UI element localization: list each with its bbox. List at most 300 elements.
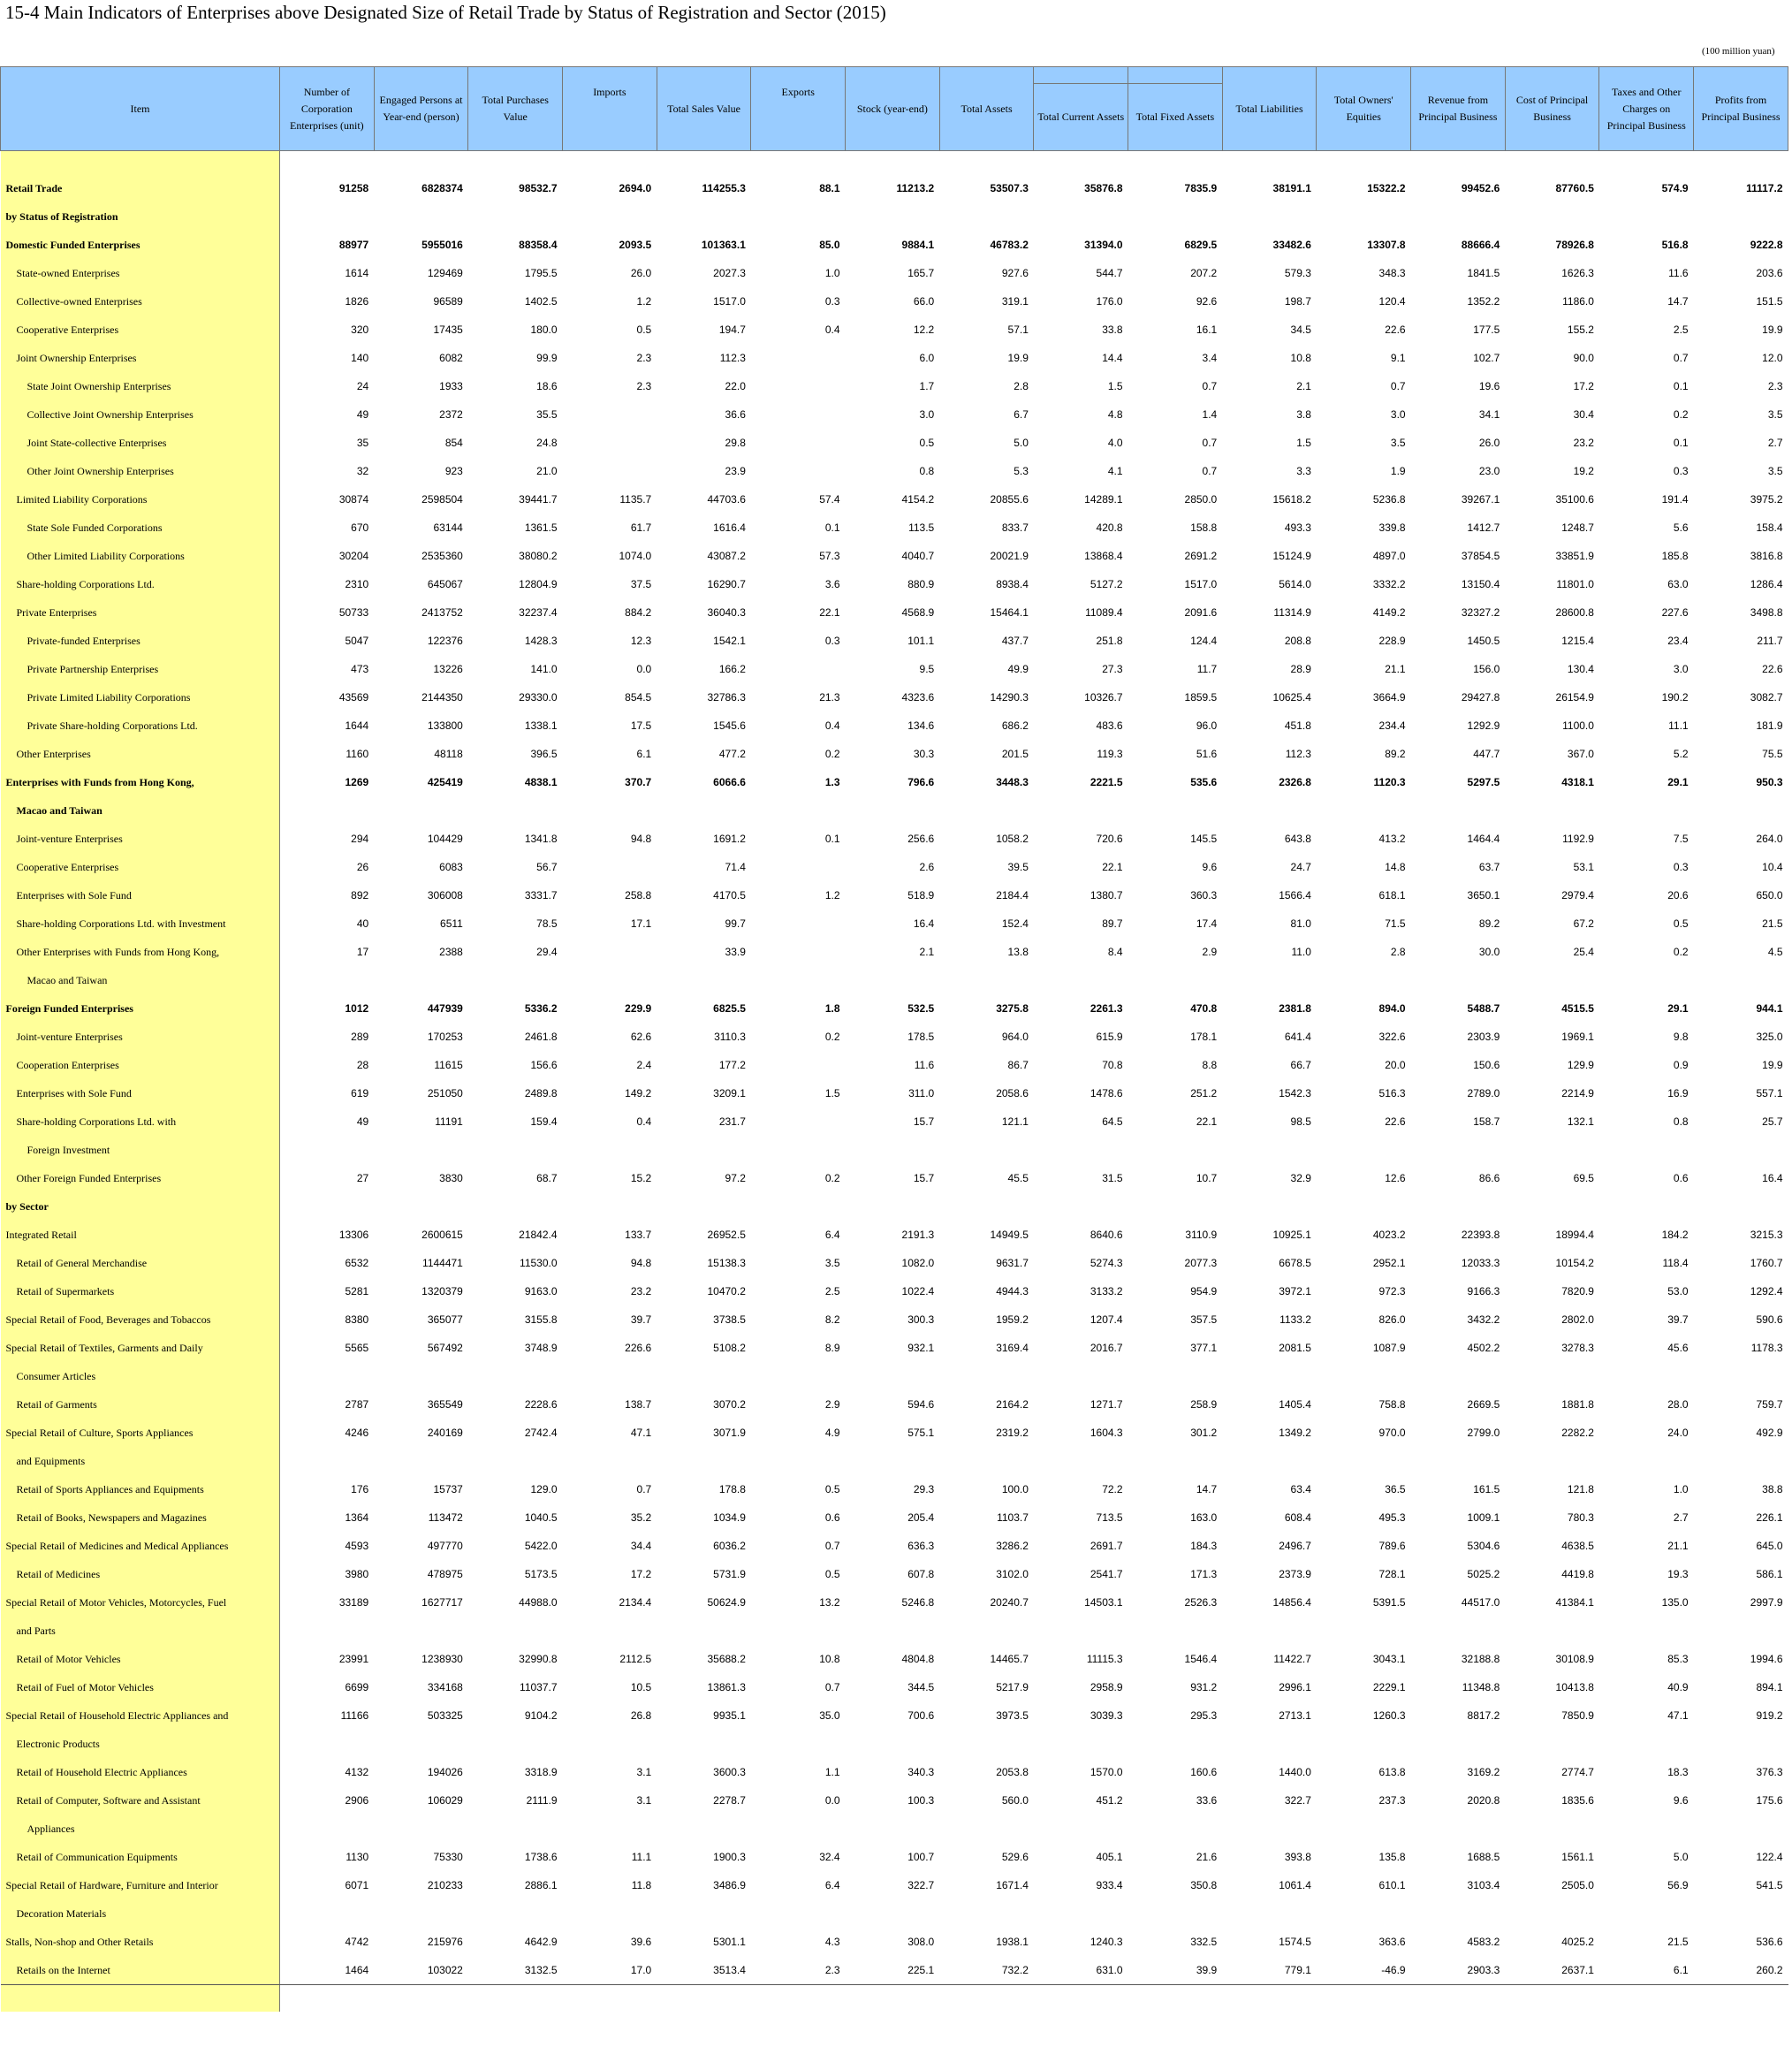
table-cell: 4944.3	[996, 1285, 1029, 1297]
table-cell: 5391.5	[1372, 1596, 1406, 1609]
table-cell: 3169.4	[996, 1342, 1029, 1354]
table-cell: 17	[356, 946, 369, 958]
table-cell: 28	[356, 1059, 369, 1071]
table-cell: 0.7	[1202, 380, 1218, 392]
table-cell: 0.4	[636, 1115, 652, 1128]
table-cell: 33.6	[1196, 1794, 1218, 1807]
row-label: Special Retail of Motor Vehicles, Motorcycles, Fuel	[1, 1588, 280, 1617]
table-cell: 10.4	[1762, 861, 1783, 873]
table-cell: 9.1	[1390, 352, 1406, 364]
table-cell: 35.0	[819, 1709, 840, 1722]
table-cell: 57.4	[819, 493, 840, 506]
spacer-cell	[1, 1985, 280, 2013]
table-cell	[563, 1617, 657, 1645]
table-cell	[846, 966, 940, 994]
table-cell: 14465.7	[990, 1653, 1029, 1665]
table-cell: 21.3	[819, 691, 840, 704]
table-cell: 5614.0	[1279, 578, 1311, 590]
table-cell: 376.3	[1756, 1766, 1783, 1778]
table-cell: 311.0	[908, 1087, 935, 1100]
table-cell: 1100.0	[1562, 719, 1594, 732]
table-cell: 5274.3	[1090, 1257, 1123, 1269]
table-cell: 2221.5	[1090, 776, 1123, 788]
table-cell	[846, 1617, 940, 1645]
table-cell: 16.4	[1762, 1172, 1783, 1184]
table-cell: 33482.6	[1272, 239, 1311, 251]
table-row	[1, 542, 1788, 570]
table-cell	[1317, 1617, 1411, 1645]
table-cell: 1994.6	[1750, 1653, 1783, 1665]
table-cell: 796.6	[907, 776, 935, 788]
row-label: Collective Joint Ownership Enterprises	[1, 400, 280, 429]
table-cell: 2906	[345, 1794, 369, 1807]
table-cell: 163.0	[1190, 1511, 1218, 1524]
row-label: State Joint Ownership Enterprises	[1, 372, 280, 400]
table-cell: 210233	[427, 1879, 463, 1891]
table-cell	[1505, 202, 1599, 231]
table-cell: 4583.2	[1467, 1936, 1500, 1948]
table-cell: 17.0	[563, 1956, 657, 1985]
table-cell: 5.0	[1014, 437, 1029, 449]
table-cell: 3043.1	[1372, 1653, 1406, 1665]
row-label: Retail Trade	[1, 174, 280, 202]
row-label: State-owned Enterprises	[1, 259, 280, 287]
table-cell: 184.3	[1190, 1540, 1218, 1552]
table-cell	[1222, 1899, 1317, 1928]
table-cell: 2691.2	[1184, 550, 1218, 562]
table-cell: 18994.4	[1555, 1229, 1594, 1241]
row-label: Enterprises with Sole Fund	[1, 1079, 280, 1107]
table-cell	[1222, 202, 1317, 231]
table-cell: 78.5	[536, 917, 558, 930]
table-cell: 1402.5	[524, 295, 558, 308]
table-cell: 9.6	[1673, 1794, 1689, 1807]
table-cell: 363.6	[1378, 1936, 1406, 1948]
table-cell: 4419.8	[1561, 1568, 1594, 1580]
table-cell: 1626.3	[1561, 267, 1594, 279]
table-row	[1, 372, 1788, 400]
table-cell	[1505, 796, 1599, 825]
table-cell: 954.9	[1190, 1285, 1218, 1297]
table-row	[1, 1617, 1788, 1645]
table-cell: 112.3	[1285, 748, 1311, 760]
table-cell: 44517.0	[1461, 1596, 1500, 1609]
table-cell	[657, 202, 751, 231]
table-cell: 33.8	[1102, 323, 1123, 336]
table-cell: 13.2	[819, 1596, 840, 1609]
row-label: Enterprises with Sole Fund	[1, 881, 280, 909]
table-cell	[1222, 1192, 1317, 1221]
table-cell: 151.5	[1756, 295, 1783, 308]
table-cell	[374, 1815, 468, 1843]
table-cell: 160.6	[1190, 1766, 1218, 1778]
table-row	[1, 231, 1788, 259]
table-cell: 2184.4	[996, 889, 1029, 902]
table-cell: 19.9	[1762, 1059, 1783, 1071]
table-cell: 536.6	[1756, 1936, 1783, 1948]
table-cell: 88977	[338, 239, 369, 251]
table-cell: 0.7	[824, 1540, 840, 1552]
table-cell: 0.3	[1673, 861, 1689, 873]
table-cell: 2214.9	[1561, 1087, 1594, 1100]
table-cell: 1738.6	[524, 1851, 558, 1863]
table-cell: 258.9	[1190, 1398, 1218, 1411]
table-cell: 12033.3	[1461, 1257, 1500, 1269]
table-cell	[563, 400, 657, 429]
table-cell: 0.1	[1673, 380, 1689, 392]
table-cell: 24	[356, 380, 369, 392]
table-cell: 22.0	[725, 380, 746, 392]
table-cell: 2461.8	[524, 1031, 558, 1043]
table-cell: 26154.9	[1555, 691, 1594, 704]
table-cell: 619	[351, 1087, 369, 1100]
table-cell: 2016.7	[1090, 1342, 1123, 1354]
table-row	[1, 1786, 1788, 1815]
table-cell: 6083	[439, 861, 463, 873]
table-cell: 4132	[345, 1766, 369, 1778]
table-row	[1, 1899, 1788, 1928]
table-cell: 40.9	[1667, 1681, 1689, 1693]
table-cell: 6066.6	[713, 776, 746, 788]
table-cell	[1128, 1192, 1223, 1221]
table-cell: 53507.3	[990, 182, 1029, 194]
table-cell: 1627717	[421, 1596, 463, 1609]
table-cell: 15618.2	[1272, 493, 1311, 506]
table-cell: 483.6	[1096, 719, 1123, 732]
table-cell: 1542.1	[713, 635, 746, 647]
table-cell: 29.8	[725, 437, 746, 449]
table-cell	[563, 1899, 657, 1928]
table-cell: 134.6	[907, 719, 935, 732]
table-cell: 102.7	[1473, 352, 1500, 364]
table-cell: 99.7	[725, 917, 746, 930]
table-cell: 56.7	[536, 861, 558, 873]
table-cell: 99452.6	[1461, 182, 1500, 194]
table-cell: 8.2	[824, 1313, 840, 1326]
table-cell: 2372	[439, 408, 463, 421]
table-cell: 23.2	[630, 1285, 652, 1297]
table-cell: 3664.9	[1372, 691, 1406, 704]
table-cell: 437.7	[1001, 635, 1029, 647]
table-cell	[280, 1447, 375, 1475]
table-row	[1, 1645, 1788, 1673]
table-cell	[563, 966, 657, 994]
table-cell: 31.5	[1102, 1172, 1123, 1184]
table-cell: 34.1	[1478, 408, 1500, 421]
table-row	[1, 1447, 1788, 1475]
table-cell: 2091.6	[1184, 606, 1218, 619]
header-cost: Cost of Principal Business	[1505, 67, 1599, 151]
table-cell: 535.6	[1190, 776, 1218, 788]
table-cell	[374, 1730, 468, 1758]
table-cell: 2774.7	[1561, 1766, 1594, 1778]
table-cell: 1341.8	[524, 833, 558, 845]
table-cell: 66.0	[913, 295, 935, 308]
table-row	[1, 1136, 1788, 1164]
table-cell: 27.3	[1102, 663, 1123, 675]
table-cell: 3103.4	[1467, 1879, 1500, 1891]
table-cell: 2600615	[421, 1229, 463, 1241]
table-cell	[1599, 1136, 1694, 1164]
table-cell: 64.5	[1102, 1115, 1123, 1128]
table-cell: 6829.5	[1184, 239, 1218, 251]
table-cell: 3.5	[1390, 437, 1406, 449]
table-cell: 258.8	[625, 889, 652, 902]
table-cell: 0.5	[824, 1568, 840, 1580]
table-cell: 86.6	[1478, 1172, 1500, 1184]
table-cell: 30.0	[1478, 946, 1500, 958]
table-cell: 10.5	[630, 1681, 652, 1693]
table-cell	[280, 202, 375, 231]
table-cell: 1178.3	[1750, 1342, 1783, 1354]
table-cell: 4502.2	[1467, 1342, 1500, 1354]
table-cell: 114255.3	[702, 182, 746, 194]
table-cell: 28600.8	[1555, 606, 1594, 619]
table-cell: 518.9	[907, 889, 935, 902]
row-label: Enterprises with Funds from Hong Kong,	[1, 768, 280, 796]
table-cell: 5336.2	[524, 1002, 558, 1015]
row-label: Special Retail of Hardware, Furniture and Interior	[1, 1871, 280, 1899]
table-cell: 4742	[345, 1936, 369, 1948]
table-cell: 3448.3	[996, 776, 1029, 788]
table-cell: 1058.2	[996, 833, 1029, 845]
table-cell: 113472	[428, 1511, 463, 1524]
table-cell: 492.9	[1756, 1427, 1783, 1439]
table-cell: 0.8	[919, 465, 935, 477]
table-cell: 5.3	[1014, 465, 1029, 477]
table-cell: 120.4	[1378, 295, 1406, 308]
table-cell: 2027.3	[713, 267, 746, 279]
table-cell: 339.8	[1378, 521, 1406, 534]
table-cell: 393.8	[1284, 1851, 1311, 1863]
table-cell: 944.1	[1756, 1002, 1783, 1015]
table-cell: 1.1	[824, 1766, 840, 1778]
table-cell: 4593	[345, 1540, 369, 1552]
table-cell: 17.5	[630, 719, 652, 732]
table-cell: 2278.7	[713, 1794, 746, 1807]
table-cell	[1222, 1815, 1317, 1843]
table-cell: 2.8	[1390, 946, 1406, 958]
table-cell: 854	[444, 437, 463, 449]
table-cell	[751, 1815, 846, 1843]
table-row	[1, 853, 1788, 881]
table-row	[1, 1164, 1788, 1192]
table-cell	[657, 1730, 751, 1758]
table-cell	[1222, 1617, 1317, 1645]
table-cell: 3.6	[824, 578, 840, 590]
table-cell: 579.3	[1284, 267, 1311, 279]
table-cell: 350.8	[1190, 1879, 1218, 1891]
table-cell: 1260.3	[1372, 1709, 1406, 1722]
table-cell: 2081.5	[1279, 1342, 1311, 1354]
table-cell: 46783.2	[990, 239, 1029, 251]
table-cell: 101.1	[907, 635, 935, 647]
table-row	[1, 1079, 1788, 1107]
table-cell: 1440.0	[1279, 1766, 1311, 1778]
table-cell: 1034.9	[713, 1511, 746, 1524]
row-label: Limited Liability Corporations	[1, 485, 280, 514]
table-cell: 365077	[427, 1313, 463, 1326]
table-cell: 96589	[433, 295, 463, 308]
table-cell	[751, 1730, 846, 1758]
table-cell: 14290.3	[990, 691, 1029, 704]
table-cell: 0.9	[1673, 1059, 1689, 1071]
header-stock: Stock (year-end)	[846, 67, 940, 151]
table-row	[1, 1956, 1788, 1985]
table-cell	[1694, 1136, 1788, 1164]
row-label: Private Enterprises	[1, 598, 280, 627]
table-cell	[468, 1617, 563, 1645]
row-label: and Equipments	[1, 1447, 280, 1475]
table-cell: 18.6	[536, 380, 558, 392]
table-cell	[1694, 1192, 1788, 1221]
table-cell: 5.2	[1673, 748, 1689, 760]
table-cell: 2373.9	[1279, 1568, 1311, 1580]
data-table-container	[0, 66, 1788, 2012]
table-cell: 2535360	[421, 550, 463, 562]
table-cell: 28.0	[1667, 1398, 1689, 1411]
row-label: Domestic Funded Enterprises	[1, 231, 280, 259]
table-cell: 14.7	[1196, 1483, 1218, 1495]
table-row	[1, 316, 1788, 344]
table-cell: 1795.5	[524, 267, 558, 279]
table-cell: 6.1	[636, 748, 652, 760]
table-cell: 826.0	[1378, 1313, 1406, 1326]
table-cell: 880.9	[907, 578, 935, 590]
table-cell: 17435	[433, 323, 463, 336]
table-cell: 833.7	[1001, 521, 1029, 534]
table-cell: 34.5	[1290, 323, 1311, 336]
table-cell: 16290.7	[707, 578, 746, 590]
table-cell: 4568.9	[901, 606, 935, 619]
table-cell: 29330.0	[519, 691, 558, 704]
row-label: Joint-venture Enterprises	[1, 825, 280, 853]
table-cell: 17.1	[630, 917, 652, 930]
table-cell	[563, 202, 657, 231]
table-cell: 56.9	[1667, 1879, 1689, 1891]
table-cell	[1034, 1899, 1128, 1928]
table-cell: 251.2	[1190, 1087, 1218, 1100]
table-cell: 2.5	[1673, 323, 1689, 336]
table-cell: 322.6	[1378, 1031, 1406, 1043]
table-cell: 4804.8	[901, 1653, 935, 1665]
table-cell: 50733	[338, 606, 369, 619]
table-row	[1, 1221, 1788, 1249]
table-cell: 1464	[280, 1956, 375, 1985]
table-cell: 1760.7	[1750, 1257, 1783, 1269]
table-cell: 12.3	[630, 635, 652, 647]
table-cell	[939, 202, 1034, 231]
table-cell: 3110.9	[1185, 1229, 1218, 1241]
table-cell: 574.9	[1661, 182, 1689, 194]
table-row	[1, 1475, 1788, 1503]
table-cell	[374, 1136, 468, 1164]
table-cell	[1128, 796, 1223, 825]
table-cell: 0.2	[1673, 946, 1689, 958]
table-cell: -46.9	[1317, 1956, 1411, 1985]
table-cell: 1561.1	[1561, 1851, 1594, 1863]
table-cell: 367.0	[1567, 748, 1594, 760]
table-cell: 8817.2	[1467, 1709, 1500, 1722]
table-cell: 178.5	[907, 1031, 935, 1043]
table-cell	[1411, 796, 1506, 825]
table-cell: 2526.3	[1184, 1596, 1218, 1609]
table-cell	[563, 853, 657, 881]
table-cell: 295.3	[1190, 1709, 1218, 1722]
table-cell	[1411, 1617, 1506, 1645]
table-cell: 8.4	[1107, 946, 1123, 958]
table-cell: 451.2	[1096, 1794, 1123, 1807]
table-cell: 22.6	[1762, 663, 1783, 675]
table-cell: 2886.1	[524, 1879, 558, 1891]
row-label: Macao and Taiwan	[1, 796, 280, 825]
table-cell	[1599, 1730, 1694, 1758]
table-cell: 191.4	[1661, 493, 1689, 506]
table-cell: 44703.6	[707, 493, 746, 506]
table-cell	[939, 1136, 1034, 1164]
row-label: Retail of Supermarkets	[1, 1277, 280, 1305]
table-cell: 29427.8	[1461, 691, 1500, 704]
table-cell: 29.1	[1667, 776, 1689, 788]
table-cell	[1317, 1447, 1411, 1475]
table-cell: 100.0	[1001, 1483, 1029, 1495]
table-cell: 2.3	[636, 352, 652, 364]
table-cell: 103022	[374, 1956, 468, 1985]
row-label: Retail of Medicines	[1, 1560, 280, 1588]
table-cell	[1128, 1730, 1223, 1758]
table-cell	[751, 1899, 846, 1928]
table-cell: 30204	[338, 550, 369, 562]
table-cell: 36040.3	[707, 606, 746, 619]
table-cell: 0.1	[1673, 437, 1689, 449]
table-cell: 181.9	[1756, 719, 1783, 732]
table-cell: 6678.5	[1279, 1257, 1311, 1269]
table-cell: 135.8	[1378, 1851, 1406, 1863]
table-cell: 4025.2	[1561, 1936, 1594, 1948]
table-cell: 3070.2	[713, 1398, 746, 1411]
table-cell: 2787	[345, 1398, 369, 1411]
table-cell: 25.7	[1762, 1115, 1783, 1128]
table-row	[1, 1334, 1788, 1362]
table-cell	[1034, 796, 1128, 825]
table-cell: 1.5	[824, 1087, 840, 1100]
header-total-current-assets: Total Current Assets	[1034, 84, 1128, 151]
table-cell: 11.6	[914, 1059, 935, 1071]
table-cell: 98.5	[1290, 1115, 1311, 1128]
table-cell	[1411, 1815, 1506, 1843]
table-cell: 306008	[427, 889, 463, 902]
table-cell: 119.3	[1097, 748, 1123, 760]
table-cell	[939, 1815, 1034, 1843]
table-cell: 88.1	[819, 182, 840, 194]
table-cell: 14949.5	[990, 1229, 1029, 1241]
table-row	[1, 485, 1788, 514]
table-cell	[751, 344, 846, 372]
row-label: Consumer Articles	[1, 1362, 280, 1390]
table-cell: 11615	[434, 1059, 463, 1071]
table-cell: 113.5	[908, 521, 935, 534]
table-cell: 8380	[345, 1313, 369, 1326]
table-row	[1, 1588, 1788, 1617]
table-cell: 607.8	[907, 1568, 935, 1580]
table-cell: 135.0	[1661, 1596, 1689, 1609]
table-cell: 2319.2	[996, 1427, 1029, 1439]
header-total-purchases: Total Purchases Value	[468, 67, 563, 151]
table-cell: 3.3	[1296, 465, 1311, 477]
table-cell: 20855.6	[990, 493, 1029, 506]
table-cell: 3513.4	[657, 1956, 751, 1985]
table-cell: 10.8	[819, 1653, 840, 1665]
